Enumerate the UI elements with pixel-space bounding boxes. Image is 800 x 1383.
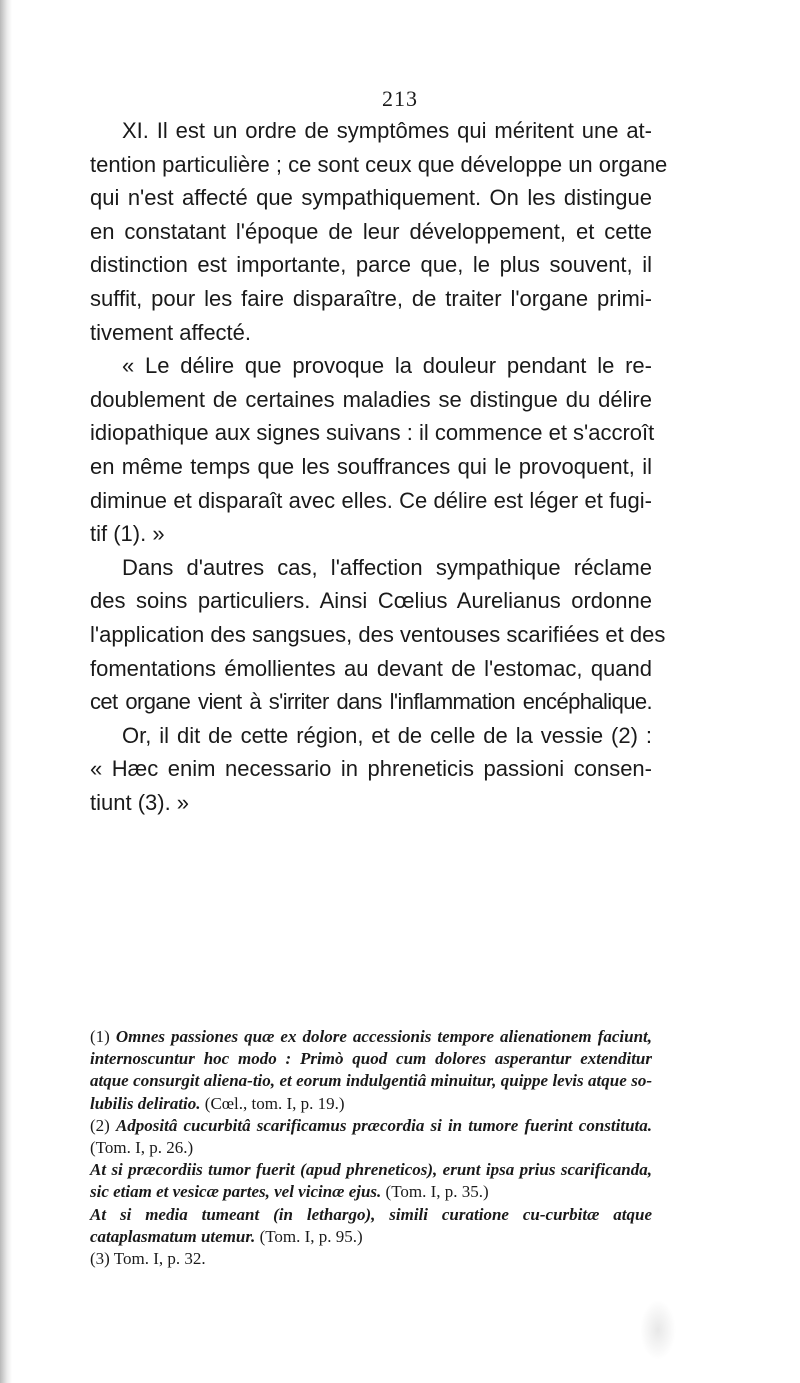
text-line: Or, il dit de cette région, et de celle de la vessie (2) :	[122, 722, 652, 748]
page-binding-edge	[0, 0, 12, 1383]
text-line: tention particulière ; ce sont ceux que développe un organe	[90, 151, 668, 177]
footnote-label: (2)	[90, 1115, 110, 1135]
footnote-reference: Tom. I, p. 32.	[113, 1249, 206, 1269]
text-line: en même temps que les souffrances qui le provoquent, il	[90, 453, 652, 479]
paper-smudge	[640, 1300, 676, 1360]
footnote-3	[90, 1248, 652, 1270]
text-line: cet organe vient à s'irriter dans l'inflammation encéphalique.	[90, 689, 652, 715]
main-text	[90, 114, 668, 819]
footnote-quote: At si præcordiis tumor fuerit (apud phreneticos), erunt ipsa prius scarificanda, sic etiam et vesicæ partes, vel vicinæ ejus.	[90, 1160, 652, 1202]
text-line: l'application des sangsues, des ventouses scarifiées et des	[90, 621, 666, 647]
footnote-reference: (Tom. I, p. 35.)	[385, 1182, 489, 1202]
footnote-quote: Omnes passiones quæ ex dolore accessionis tempore alienationem faciunt, internoscuntur hoc modo : Primò quod cum dolores asperantur extenditur atque consurgit aliena-tio, et eorum indulgentiâ minuitur, quippe levis atque so-lubilis deliratio.	[90, 1027, 653, 1113]
footnote-reference: (Cœl., tom. I, p. 19.)	[204, 1093, 345, 1113]
text-line: tif (1). »	[90, 521, 165, 547]
footnote-label: (1)	[90, 1027, 110, 1046]
footnote-1	[90, 1026, 652, 1115]
text-line: tivement affecté.	[90, 319, 252, 345]
footnote-quote: Adpositâ cucurbitâ scarificamus præcordia si in tumore fuerint constituta.	[115, 1115, 652, 1135]
text-line: XI. Il est un ordre de symptômes qui méritent une at-	[122, 118, 652, 143]
footnote-quote: At si media tumeant (in lethargo), simili curatione cu-curbitæ atque cataplasmatum utemur.	[90, 1204, 652, 1246]
footnote-2-continued	[90, 1204, 652, 1248]
text-line: tiunt (3). »	[90, 789, 190, 815]
footnote-reference: (Tom. I, p. 26.)	[90, 1138, 194, 1158]
text-line: qui n'est affecté que sympathiquement. On les distingue	[90, 185, 652, 211]
footnote-label: (3)	[90, 1249, 110, 1269]
text-line: « Hæc enim necessario in phreneticis passioni consen-	[90, 756, 652, 782]
text-line: Dans d'autres cas, l'affection sympathique réclame	[122, 554, 652, 580]
footnote-reference: (Tom. I, p. 95.)	[259, 1226, 363, 1246]
text-line: en constatant l'époque de leur développement, et cette	[90, 218, 652, 244]
text-line: « Le délire que provoque la douleur pendant le re-	[122, 353, 652, 379]
footnotes	[90, 1026, 652, 1270]
text-line: des soins particuliers. Ainsi Cœlius Aurelianus ordonne	[90, 588, 652, 614]
text-line: suffit, pour les faire disparaître, de traiter l'organe primi-	[90, 285, 652, 311]
text-line: diminue et disparaît avec elles. Ce délire est léger et fugi-	[90, 487, 652, 513]
text-line: fomentations émollientes au devant de l'estomac, quand	[90, 655, 652, 681]
footnote-2	[90, 1115, 652, 1159]
text-line: doublement de certaines maladies se distingue du délire	[90, 386, 652, 412]
text-line: idiopathique aux signes suivans : il commence et s'accroît	[90, 420, 655, 446]
footnote-2-continued	[90, 1159, 652, 1203]
page-number: 213	[382, 86, 418, 111]
text-line: distinction est importante, parce que, le plus souvent, il	[90, 252, 652, 278]
